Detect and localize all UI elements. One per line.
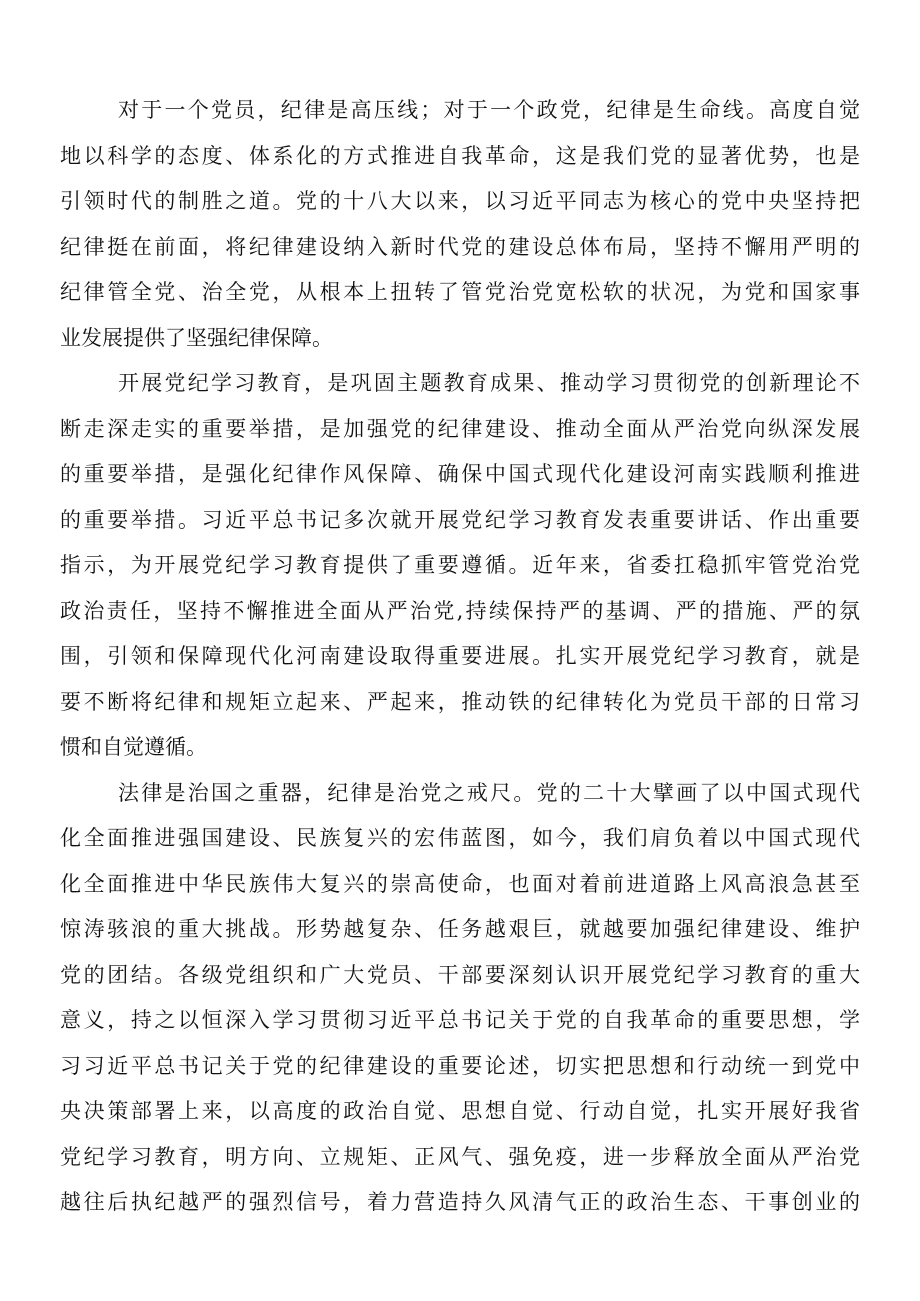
text-line: 纪律挺在前面，将纪律建设纳入新时代党的建设总体布局，坚持不懈用严明的 — [60, 234, 860, 259]
text-line: 的重要举措。习近平总书记多次就开展党纪学习教育发表重要讲话、作出重要 — [60, 507, 860, 532]
text-line: 开展党纪学习教育，是巩固主题教育成果、推动学习贯彻党的创新理论不 — [118, 371, 860, 395]
paragraph-1 — [60, 88, 860, 361]
text-line: 惊涛骇浪的重大挑战。形势越复杂、任务越艰巨，就越要加强纪律建设、维护 — [60, 917, 860, 941]
text-line: 法律是治国之重器，纪律是治党之戒尺。党的二十大擘画了以中国式现代 — [118, 780, 860, 805]
text-line: 惯和自觉遵循。 — [60, 735, 207, 759]
text-line: 政治责任，坚持不懈推进全面从严治党,持续保持严的基调、严的措施、严的氛 — [60, 598, 860, 623]
text-line: 业发展提供了坚强纪律保障。 — [60, 325, 333, 350]
text-line: 引领时代的制胜之道。党的十八大以来，以习近平同志为核心的党中央坚持把 — [60, 189, 860, 213]
text-line: 习习近平总书记关于党的纪律建设的重要论述，切实把思想和行动统一到党中 — [60, 1053, 860, 1078]
document-body — [60, 88, 860, 1226]
text-line: 党纪学习教育，明方向、立规矩、正风气、强免疫，进一步释放全面从严治党 — [60, 1144, 860, 1169]
text-line: 围，引领和保障现代化河南建设取得重要进展。扎实开展党纪学习教育，就是 — [60, 644, 860, 668]
text-line: 意义，持之以恒深入学习贯彻习近平总书记关于党的自我革命的重要思想，学 — [60, 1008, 860, 1032]
paragraph-3 — [60, 771, 860, 1226]
text-line: 越往后执纪越严的强烈信号，着力营造持久风清气正的政治生态、干事创业的 — [60, 1190, 860, 1214]
text-line: 化全面推进中华民族伟大复兴的崇高使命，也面对着前进道路上风高浪急甚至 — [60, 871, 860, 896]
text-line: 央决策部署上来，以高度的政治自觉、思想自觉、行动自觉，扎实开展好我省 — [60, 1099, 860, 1123]
text-line: 对于一个党员，纪律是高压线；对于一个政党，纪律是生命线。高度自觉 — [118, 98, 860, 122]
text-line: 党的团结。各级党组织和广大党员、干部要深刻认识开展党纪学习教育的重大 — [60, 962, 860, 987]
text-line: 化全面推进强国建设、民族复兴的宏伟蓝图，如今，我们肩负着以中国式现代 — [60, 826, 860, 850]
text-line: 地以科学的态度、体系化的方式推进自我革命，这是我们党的显著优势，也是 — [60, 143, 860, 168]
text-line: 纪律管全党、治全党，从根本上扭转了管党治党宽松软的状况，为党和国家事 — [60, 280, 860, 304]
paragraph-2 — [60, 361, 860, 771]
text-line: 断走深走实的重要举措，是加强党的纪律建设、推动全面从严治党向纵深发展 — [60, 416, 860, 441]
text-line: 的重要举措，是强化纪律作风保障、确保中国式现代化建设河南实践顺利推进 — [60, 462, 860, 486]
text-line: 指示，为开展党纪学习教育提供了重要遵循。近年来，省委扛稳抓牢管党治党 — [60, 553, 860, 577]
text-line: 要不断将纪律和规矩立起来、严起来，推动铁的纪律转化为党员干部的日常习 — [60, 689, 860, 714]
